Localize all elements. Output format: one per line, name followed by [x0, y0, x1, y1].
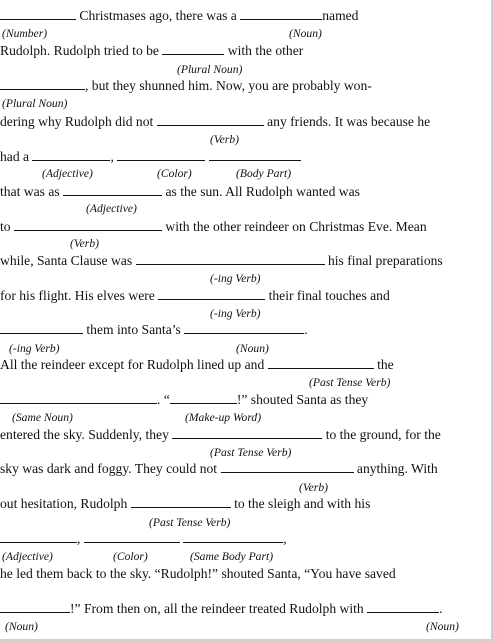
story-text: entered the sky. Suddenly, they — [0, 427, 169, 442]
story-text: , — [77, 531, 81, 546]
story-text: any friends. It was because he — [267, 114, 431, 129]
story-text: to the sleigh and with his — [234, 496, 371, 511]
story-line — [0, 219, 493, 235]
story-text: out hesitation, Rudolph — [0, 496, 128, 511]
story-text: with the other — [227, 43, 304, 58]
story-line — [0, 253, 493, 269]
number-blank — [0, 8, 76, 20]
past-tense-verb-blank — [131, 496, 231, 508]
verb-blank — [221, 461, 354, 473]
past-tense-verb-blank — [172, 427, 322, 439]
blank-label: (Noun) — [236, 342, 269, 355]
story-text: to the ground, for the — [325, 427, 441, 442]
story-text: for his flight. His elves were — [0, 288, 155, 303]
adjective-blank — [32, 149, 110, 161]
story-text: dering why Rudolph did not — [0, 114, 154, 129]
make-up-word-blank — [170, 392, 237, 404]
story-line — [0, 184, 493, 200]
past-tense-verb-blank — [268, 357, 374, 369]
noun-blank — [184, 322, 304, 334]
story-text: as the sun. All Rudolph wanted was — [165, 184, 360, 199]
blank-label: (Color) — [113, 550, 148, 563]
story-line — [0, 114, 493, 130]
same-body-part-blank — [183, 531, 283, 543]
adjective-blank — [63, 184, 162, 196]
color-blank — [84, 531, 180, 543]
blank-label: (Noun) — [289, 27, 322, 40]
same-noun-blank — [0, 392, 157, 404]
plural-noun-blank — [0, 78, 85, 90]
story-text: !” From then on, all the reindeer treated Rudolph with — [70, 601, 364, 616]
blank-label: (-ing Verb) — [210, 307, 261, 320]
story-line — [0, 357, 493, 373]
story-line — [0, 78, 493, 94]
blank-label: (Adjective) — [2, 550, 53, 563]
story-text: Rudolph. Rudolph tried to be — [0, 43, 159, 58]
blank-label: (Past Tense Verb) — [210, 446, 292, 459]
blank-label: (Verb) — [70, 237, 99, 250]
verb-blank — [14, 219, 162, 231]
blank-label: (Past Tense Verb) — [309, 376, 391, 389]
ing-verb-blank — [136, 253, 325, 265]
story-line — [0, 601, 493, 617]
ing-verb-blank — [0, 322, 83, 334]
blank-label: (Color) — [157, 167, 192, 180]
story-text: . “ — [157, 392, 170, 407]
blank-label: (Number) — [2, 27, 48, 40]
story-text: the — [377, 357, 394, 372]
story-line — [0, 149, 493, 165]
blank-label: (Noun) — [426, 620, 459, 633]
story-line — [0, 8, 493, 24]
blank-label: (Make-up Word) — [185, 411, 262, 424]
blank-label: (Plural Noun) — [177, 63, 243, 76]
story-text: All the reindeer except for Rudolph lined up and — [0, 357, 265, 372]
blank-label: (Verb) — [210, 133, 239, 146]
story-text: named — [322, 8, 359, 23]
story-line — [0, 43, 493, 59]
story-text: sky was dark and foggy. They could not — [0, 461, 218, 476]
story-text: . — [439, 601, 443, 616]
blank-label: (Past Tense Verb) — [149, 516, 231, 529]
body-part-blank — [209, 149, 301, 161]
story-text: , — [110, 149, 114, 164]
story-line — [0, 496, 493, 512]
noun-blank — [367, 601, 439, 613]
blank-label: (Verb) — [299, 481, 328, 494]
story-line — [0, 288, 493, 304]
blank-label: (Same Body Part) — [190, 550, 274, 563]
blank-label: (Body Part) — [236, 167, 292, 180]
story-line — [0, 566, 493, 582]
story-text: Christmases ago, there was a — [79, 8, 237, 23]
story-text: them into Santa’s — [86, 322, 181, 337]
blank-label: (-ing Verb) — [210, 272, 261, 285]
blank-label: (Adjective) — [86, 202, 137, 215]
blank-label: (Noun) — [5, 620, 38, 633]
story-text: . — [304, 322, 308, 337]
blank-label: (-ing Verb) — [9, 342, 60, 355]
story-text: to — [0, 219, 11, 234]
story-text: that was as — [0, 184, 60, 199]
adjective-blank — [0, 531, 77, 543]
story-line — [0, 531, 493, 547]
story-text: , — [283, 531, 287, 546]
story-text: with the other reindeer on Christmas Eve. Mean — [165, 219, 427, 234]
story-line — [0, 427, 493, 443]
ing-verb-blank — [158, 288, 265, 300]
color-blank — [117, 149, 205, 161]
story-text: their final touches and — [268, 288, 390, 303]
blank-label: (Same Noun) — [12, 411, 73, 424]
story-text: anything. With — [356, 461, 438, 476]
story-text: his final preparations — [327, 253, 443, 268]
story-text: , but they shunned him. Now, you are probably won- — [85, 78, 372, 93]
story-text: while, Santa Clause was — [0, 253, 133, 268]
story-line — [0, 322, 493, 338]
story-line — [0, 461, 493, 477]
blank-label: (Plural Noun) — [2, 97, 68, 110]
story-text: he led them back to the sky. “Rudolph!” shouted Santa, “You have saved — [0, 566, 396, 581]
plural-noun-blank — [162, 43, 224, 55]
verb-blank — [157, 114, 264, 126]
noun-blank — [0, 601, 70, 613]
blank-label: (Adjective) — [42, 167, 93, 180]
story-line — [0, 392, 493, 408]
noun-blank — [240, 8, 322, 20]
story-text: !” shouted Santa as they — [236, 392, 369, 407]
story-text: had a — [0, 149, 30, 164]
